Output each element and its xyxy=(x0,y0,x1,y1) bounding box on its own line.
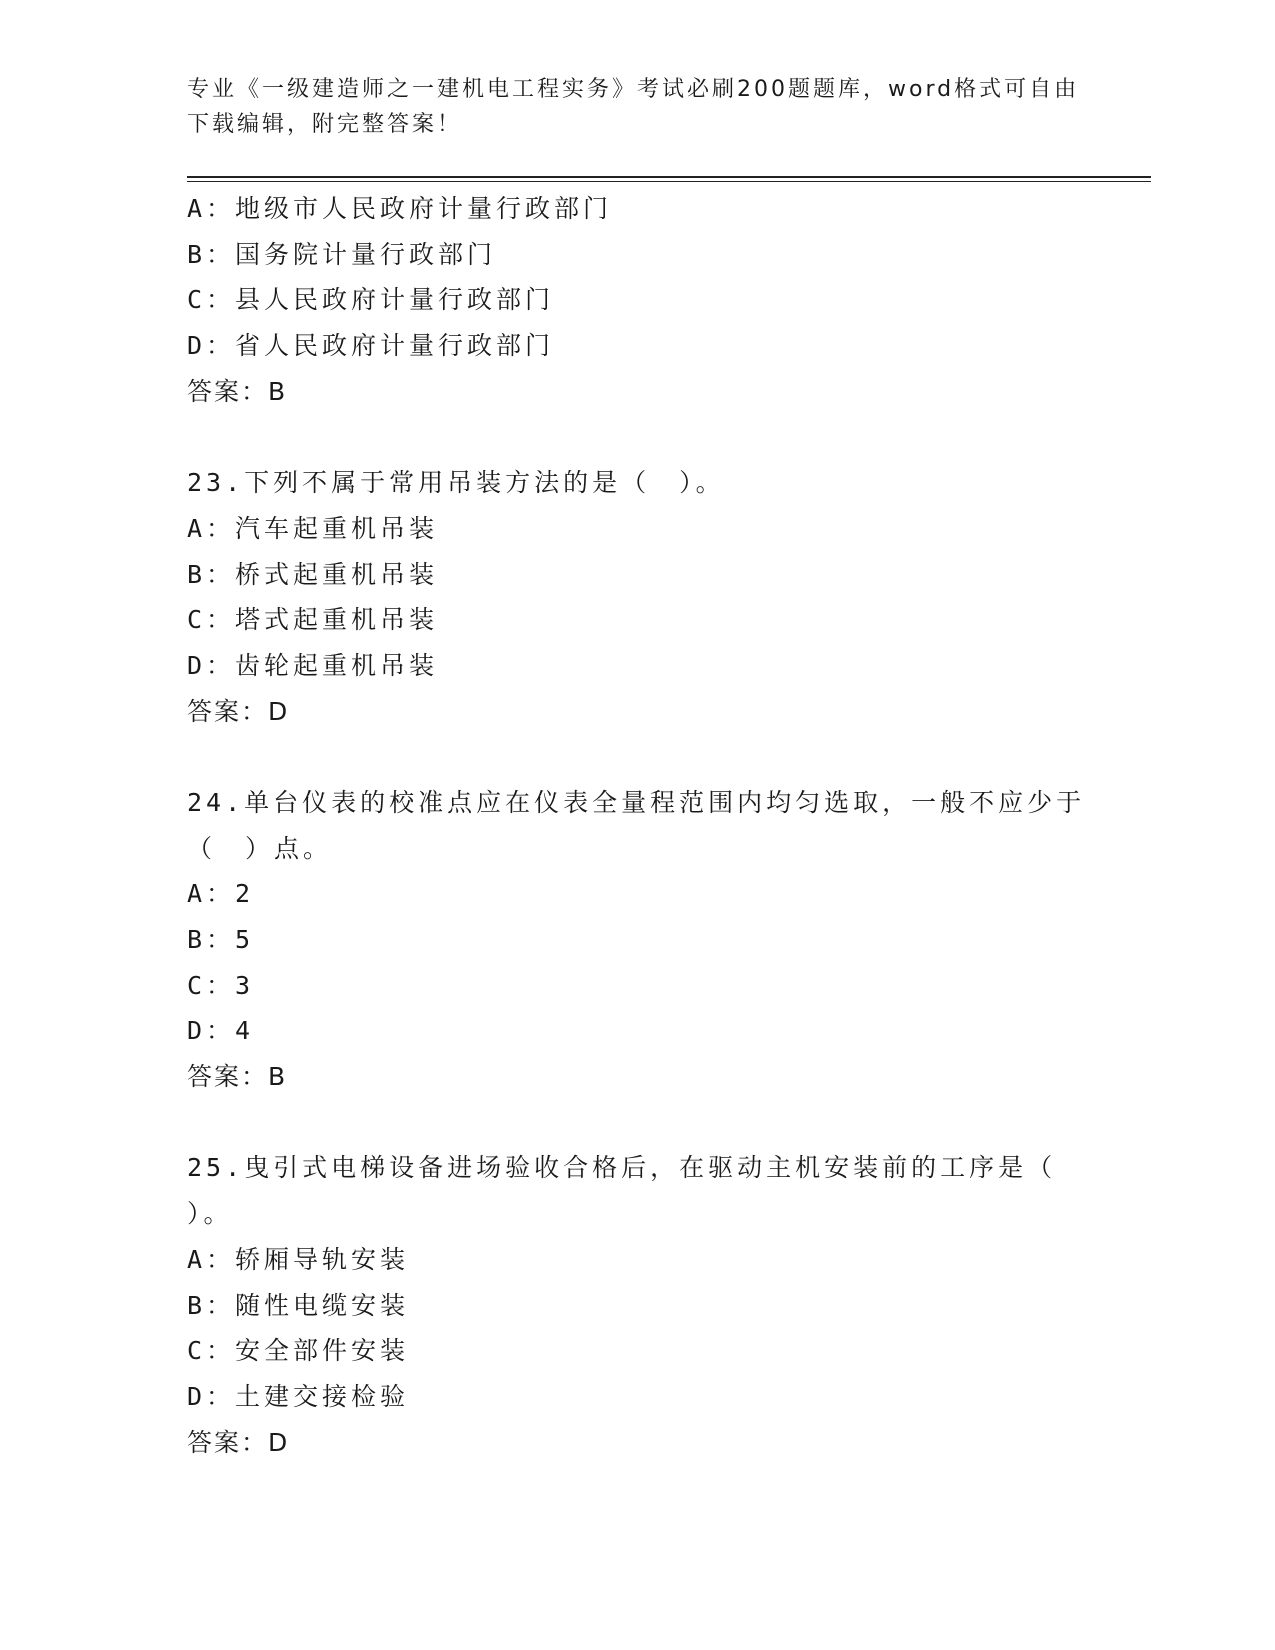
question-23 xyxy=(187,460,1087,734)
question-22 xyxy=(187,186,1087,414)
document-header xyxy=(187,72,1087,142)
answer-line: 答案：B xyxy=(187,376,288,406)
option-c: C：安全部件安装 xyxy=(187,1336,410,1366)
header-divider-thin xyxy=(187,181,1151,182)
option-c: C：3 xyxy=(187,970,255,1000)
option-d: D：4 xyxy=(187,1016,255,1046)
question-text-line-1: 25.曳引式电梯设备进场验收合格后，在驱动主机安装前的工序是（ xyxy=(187,1153,1057,1183)
option-b: B：5 xyxy=(187,925,255,954)
question-text-line-2: ）。 xyxy=(187,1199,233,1229)
answer-line: 答案：D xyxy=(187,696,290,726)
question-text-line-1: 24.单台仪表的校准点应在仪表全量程范围内均匀选取，一般不应少于 xyxy=(187,787,1086,817)
option-d: D：省人民政府计量行政部门 xyxy=(187,331,555,361)
option-d: D：齿轮起重机吊装 xyxy=(187,650,439,680)
answer-line: 答案：D xyxy=(187,1427,290,1457)
option-a: A：地级市人民政府计量行政部门 xyxy=(187,194,613,223)
option-a: A：轿厢导轨安装 xyxy=(187,1244,410,1274)
question-text: 23.下列不属于常用吊装方法的是（ ）。 xyxy=(187,468,725,498)
option-a: A：2 xyxy=(187,879,255,909)
option-b: B：国务院计量行政部门 xyxy=(187,239,497,269)
spacer xyxy=(187,1100,1087,1146)
option-b: B：随性电缆安装 xyxy=(187,1290,410,1320)
question-text-line-2: （ ）点。 xyxy=(187,833,333,863)
option-d: D：土建交接检验 xyxy=(187,1381,410,1411)
option-c: C：塔式起重机吊装 xyxy=(187,605,439,635)
answer-line: 答案：B xyxy=(187,1062,288,1092)
header-line-1: 专业《一级建造师之一建机电工程实务》考试必刷200题题库，word格式可自由 xyxy=(187,77,1080,102)
question-24 xyxy=(187,780,1087,1100)
header-divider-thick xyxy=(187,176,1151,178)
option-c: C：县人民政府计量行政部门 xyxy=(187,285,555,315)
question-25 xyxy=(187,1145,1087,1465)
spacer xyxy=(187,414,1087,460)
question-list xyxy=(187,186,1087,1465)
option-a: A：汽车起重机吊装 xyxy=(187,513,439,543)
option-b: B：桥式起重机吊装 xyxy=(187,559,439,589)
header-line-2: 下载编辑，附完整答案！ xyxy=(187,112,463,137)
spacer xyxy=(187,734,1087,780)
